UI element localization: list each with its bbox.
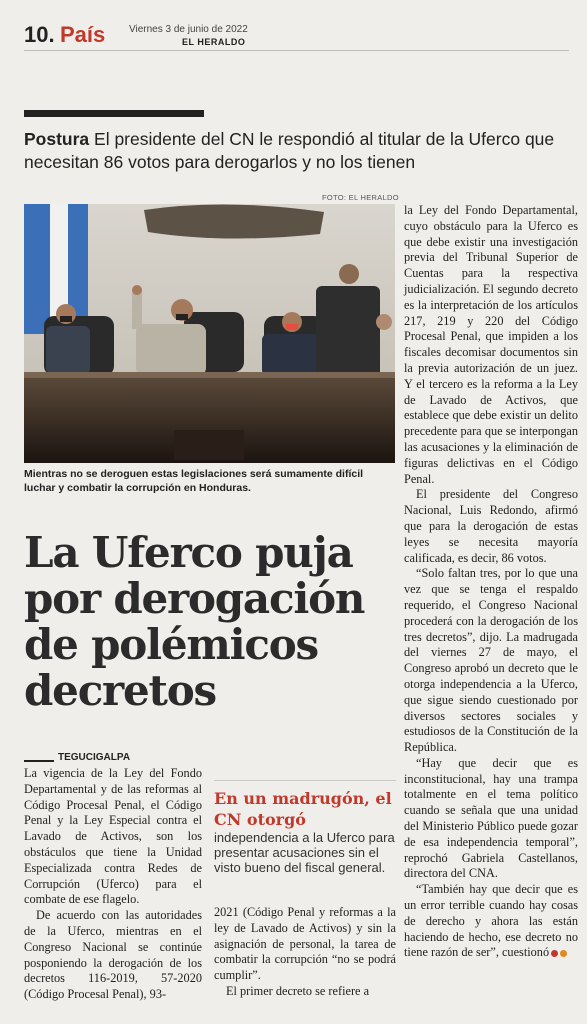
deck-lead: Postura (24, 129, 90, 149)
paragraph: El primer decreto se refiere a (226, 983, 370, 998)
dateline: TEGUCIGALPA (58, 752, 131, 763)
pullquote-body: independencia a la Uferco para presentar acusaciones sin el visto bueno del fiscal general. (214, 830, 395, 875)
pullquote-rule (214, 780, 396, 781)
deck-bar (24, 110, 204, 117)
end-mark-icon (560, 950, 567, 957)
deck-text: El presidente del CN le respondió al titular de la Uferco que necesitan 86 votos para derogarlos y no los tienen (24, 129, 555, 172)
header-divider (24, 50, 569, 51)
issue-date: Viernes 3 de junio de 2022 (129, 24, 248, 35)
pullquote (214, 788, 396, 875)
page-header (24, 22, 569, 50)
article-column-2 (214, 905, 396, 1000)
paragraph: 2021 (Código Penal y reformas a la ley de Lavado de Activos) y sin la asignación de personal, la tarea de combatir la corrupción “no se podrá cumplir”. (214, 905, 396, 983)
headline: La Uferco puja por derogación de polémicos decretos (24, 528, 365, 715)
section-name: País (60, 22, 106, 47)
paragraph (404, 882, 578, 961)
newspaper-name: EL HERALDO (182, 37, 246, 47)
end-mark-icon (551, 950, 558, 957)
article-column-1 (24, 766, 202, 1003)
article-column-3 (404, 203, 578, 961)
closing-text: “También hay que decir que es un error terrible cuando hay cosas de derecho y ahora las están haciendo de hecho, ese decreto no tiene razón de ser”, cuestionó (404, 882, 578, 960)
paragraph: De acuerdo con las autoridades de la Uferco, mientras en el Congreso Nacional se continúe posponiendo la derogación de los decretos 116-2019, 57-2020 (Código Procesal Penal), 93- (24, 908, 202, 1002)
paragraph: “Solo faltan tres, por lo que una vez que se tenga el respaldo requerido, el Congreso Nacional procederá con la derogación de los tres decretos”, dijo. La madrugada del viernes 27 de mayo, el Congreso aprobó un decreto que le otorga independencia a la Uferco, que sigue siendo cuestionado por diversos sectores sociales y estudiosos de la Constitución de la República. (404, 566, 578, 755)
paragraph: “Hay que decir que es inconstitucional, hay una trampa totalmente en el tema político cuando se señala que una unidad del Ministerio Público puede gozar de esa independencia temporal”, reprochó Gabriela Castellanos, directora del CNA. (404, 755, 578, 881)
photo-credit: FOTO: EL HERALDO (322, 193, 399, 202)
paragraph: El presidente del Congreso Nacional, Luis Redondo, afirmó que para la derogación de estas leyes se necesita mayoría calificada, es decir, 86 votos. (404, 487, 578, 565)
page-number: 10. (24, 22, 55, 47)
dateline-rule (24, 760, 54, 762)
paragraph: La vigencia de la Ley del Fondo Departamental y de las reformas al Código Procesal Penal, el Código Penal y la Ley Especial contra el Lavado de Activos, son los obstáculos que tiene la Unidad Especializada contra Redes de Corrupción (Uferco) para el combate de ese flagelo. (24, 766, 202, 907)
paragraph: la Ley del Fondo Departamental, cuyo obstáculo para la Uferco es que debe existir una investigación previa del Tribunal Superior de Cuentas para la respectiva judicialización. El segundo decreto es la interpretación de los artículos 217, 219 y 220 del Código Procesal Penal, que impiden a los fiscales decomisar documentos sin la previa autorización de un juez. Y el tercero es la reforma a la Ley de Lavado de Activos, que establece que debe existir un delito precedente para que se interpongan las acusaciones y la eliminación de figuras delictivas en el Código Penal. (404, 203, 578, 486)
deck (24, 128, 574, 174)
photo-congress-session (24, 204, 395, 463)
photo-caption: Mientras no se deroguen estas legislaciones será sumamente difícil luchar y combatir la corrupción en Honduras. (24, 468, 364, 494)
news-photo (24, 204, 395, 463)
pullquote-heading: En un madrugón, el CN otorgó (214, 789, 392, 829)
